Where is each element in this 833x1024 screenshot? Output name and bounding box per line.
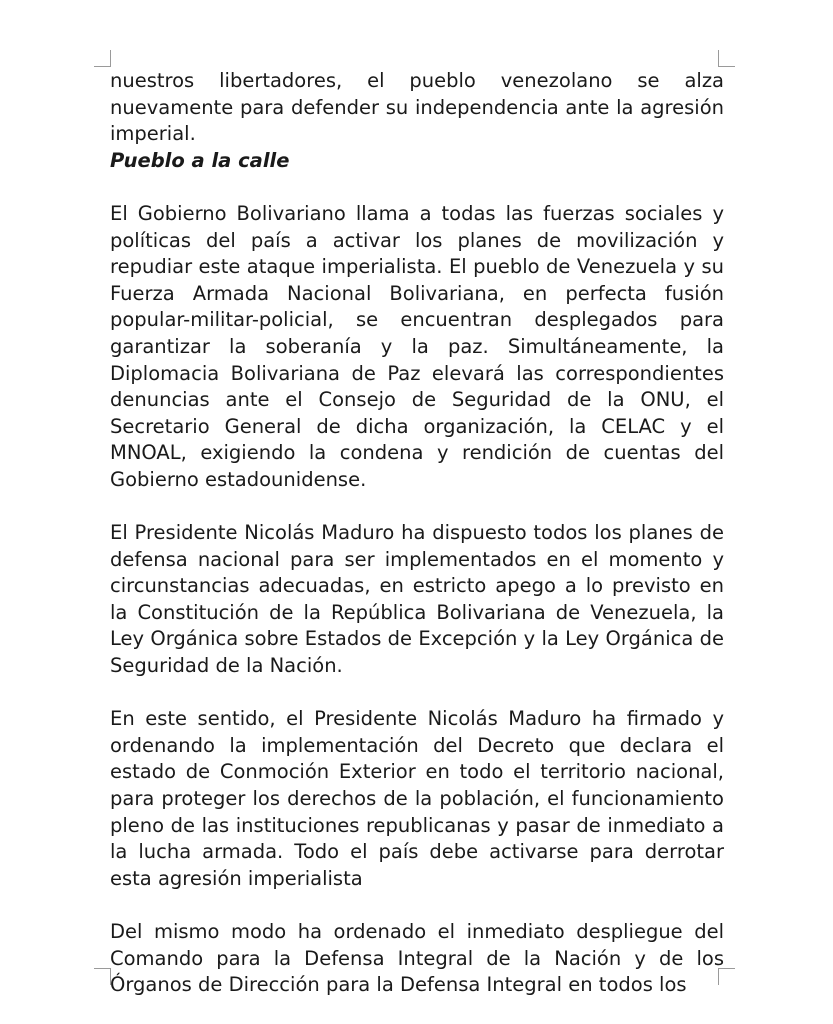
crop-mark-top-right <box>718 50 735 67</box>
paragraph-gobierno: El Gobierno Bolivariano llama a todas las fuerzas sociales y políticas del país a activar los planes de movilización y repudiar este ataque imperialista. El pueblo de Venezuela y su Fuerza Armada Nacional Bolivariana, en perfecta fusión popular-militar-policial, se encuentran desplegados para garantizar la soberanía y la paz. Simultáneamente, la Diplomacia Bolivariana de Paz elevará las correspondientes denuncias ante el Consejo de Seguridad de la ONU, el Secretario General de dicha organización, la CELAC y el MNOAL, exigiendo la condena y rendición de cuentas del Gobierno estadounidense. <box>110 201 724 491</box>
paragraph-defensa: El Presidente Nicolás Maduro ha dispuesto todos los planes de defensa nacional para ser implementados en el momento y circunstancias adecuadas, en estricto apego a lo previsto en la Constitución de la República Bolivariana de Venezuela, la Ley Orgánica sobre Estados de Excepción y la Ley Orgánica de Seguridad de la Nación. <box>110 521 724 678</box>
paragraph-decreto: En este sentido, el Presidente Nicolás Maduro ha firmado y ordenando la implementación del Decreto que declara el estado de Conmoción Exterior en todo el territorio nacional, para proteger los derechos de la población, el funcionamiento pleno de las instituciones republicanas y pasar de inmediato a la lucha armada. Todo el país debe activarse para derrotar esta agresión imperialista <box>110 707 724 890</box>
paragraph-despliegue: Del mismo modo ha ordenado el inmediato despliegue del Comando para la Defensa Integral de la Nación y de los Órganos de Dirección para la Defensa Integral en todos los <box>110 920 724 997</box>
crop-mark-bottom-left <box>94 968 111 985</box>
document-body <box>110 68 724 999</box>
crop-mark-top-left <box>94 50 111 67</box>
section-heading: Pueblo a la calle <box>110 148 290 172</box>
paragraph-libertadores: nuestros libertadores, el pueblo venezolano se alza nuevamente para defender su independencia ante la agresión imperial. <box>110 69 724 146</box>
